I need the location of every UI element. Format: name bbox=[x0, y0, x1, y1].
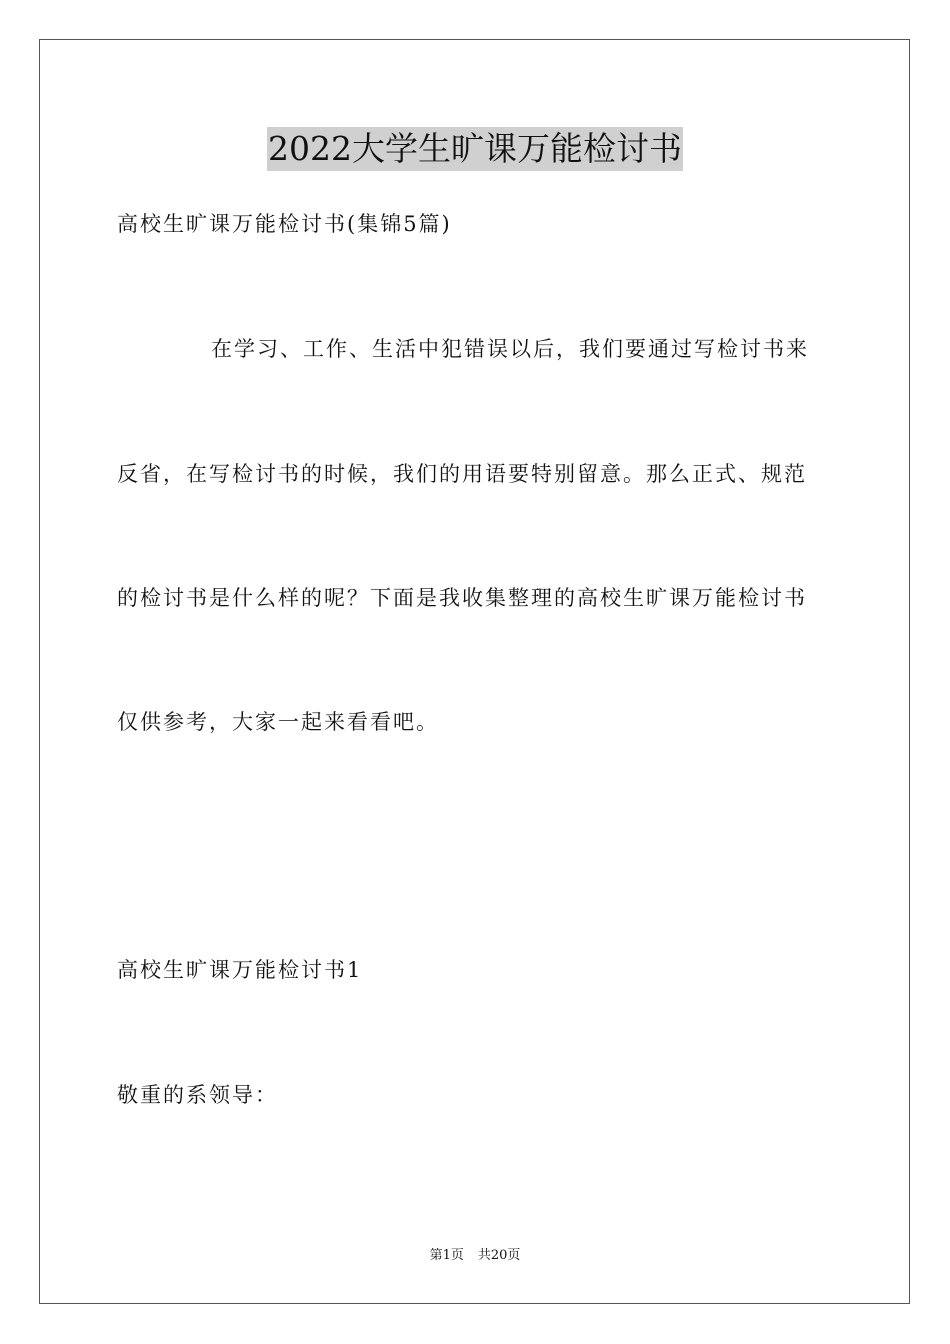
page-total: 共20页 bbox=[477, 1248, 521, 1263]
intro-line-2: 反省，在写检讨书的时候，我们的用语要特别留意。那么正式、规范 bbox=[117, 462, 807, 486]
document-subtitle: 高校生旷课万能检讨书(集锦5篇) bbox=[117, 212, 452, 236]
intro-line-3: 的检讨书是什么样的呢？下面是我收集整理的高校生旷课万能检讨书 bbox=[117, 586, 807, 610]
title-container bbox=[0, 127, 950, 171]
page-footer bbox=[0, 1246, 950, 1266]
page-number: 第1页 bbox=[429, 1248, 464, 1263]
intro-line-4: 仅供参考，大家一起来看看吧。 bbox=[117, 710, 439, 734]
document-title: 2022大学生旷课万能检讨书 bbox=[267, 127, 683, 171]
intro-line-1: 在学习、工作、生活中犯错误以后，我们要通过写检讨书来 bbox=[211, 337, 809, 361]
section-heading: 高校生旷课万能检讨书1 bbox=[117, 958, 363, 982]
salutation: 敬重的系领导： bbox=[117, 1083, 278, 1107]
